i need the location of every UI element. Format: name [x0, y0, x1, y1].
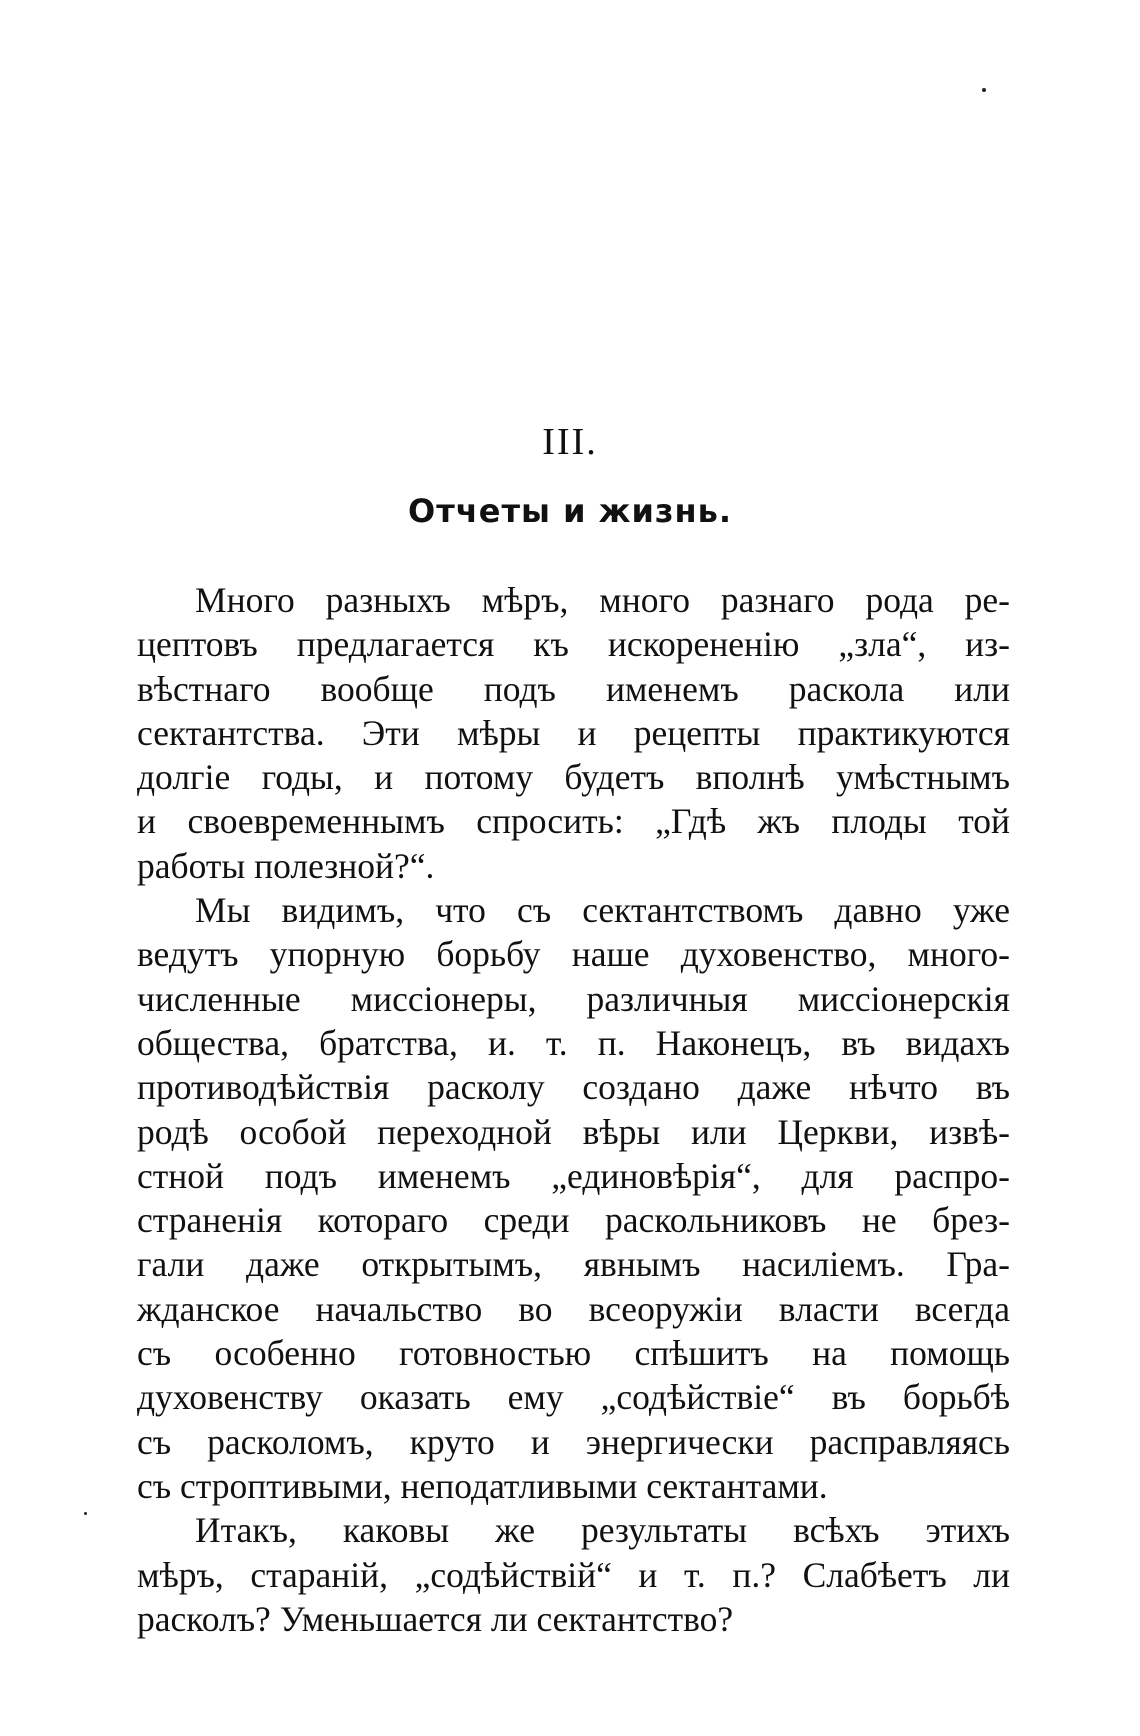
text-line: страненія котораго среди раскольниковъ не брез-	[137, 1200, 1010, 1241]
text-line: и своевременнымъ спросить: „Гдѣ жъ плоды той	[137, 801, 1010, 842]
text-line: съ особенно готовностью спѣшитъ на помощь	[137, 1333, 1010, 1374]
text-line: противодѣйствія расколу создано даже нѣчто въ	[137, 1067, 1010, 1108]
text-line: долгіе годы, и потому будетъ вполнѣ умѣстнымъ	[137, 757, 1010, 798]
text-line: родѣ особой переходной вѣры или Церкви, извѣ-	[137, 1111, 1010, 1152]
text-line: гали даже открытымъ, явнымъ насиліемъ. Гра-	[137, 1244, 1010, 1285]
text-line: цептовъ предлагается къ искорененію „зла“, из-	[137, 624, 1010, 665]
text-line: Мы видимъ, что съ сектантствомъ давно уже	[195, 890, 1010, 931]
text-line: жданское начальство во всеоружіи власти всегда	[137, 1288, 1010, 1329]
text-line: сектантства. Эти мѣры и рецепты практикуются	[137, 712, 1010, 753]
text-line: мѣръ, стараній, „содѣйствій“ и т. п.? Слабѣетъ ли	[137, 1554, 1010, 1595]
text-line: ведутъ упорную борьбу наше духовенство, много-	[137, 934, 1010, 975]
text-line: стной подъ именемъ „единовѣрія“, для распро-	[137, 1155, 1010, 1196]
chapter-number: III.	[542, 421, 598, 463]
text-line: Много разныхъ мѣръ, много разнаго рода ре-	[195, 580, 1010, 620]
ink-speck	[84, 1512, 87, 1515]
text-line: работы полезной?“.	[137, 845, 435, 886]
text-line: расколъ? Уменьшается ли сектантство?	[137, 1598, 734, 1639]
text-line: общества, братства, и. т. п. Наконецъ, въ видахъ	[137, 1022, 1010, 1063]
text-line: численные миссіонеры, различныя миссіонерскія	[137, 978, 1010, 1019]
text-line: Итакъ, каковы же результаты всѣхъ этихъ	[195, 1510, 1010, 1551]
text-line: съ строптивыми, неподатливыми сектантами.	[137, 1465, 828, 1506]
ink-speck	[982, 88, 986, 92]
text-line: духовенству оказать ему „содѣйствіе“ въ борьбѣ	[137, 1377, 1010, 1418]
text-line: съ расколомъ, круто и энергически расправляясь	[137, 1421, 1010, 1462]
text-line: вѣстнаго вообще подъ именемъ раскола или	[137, 668, 1010, 709]
chapter-title: Отчеты и жизнь.	[408, 492, 732, 530]
body-text	[137, 578, 1010, 1641]
